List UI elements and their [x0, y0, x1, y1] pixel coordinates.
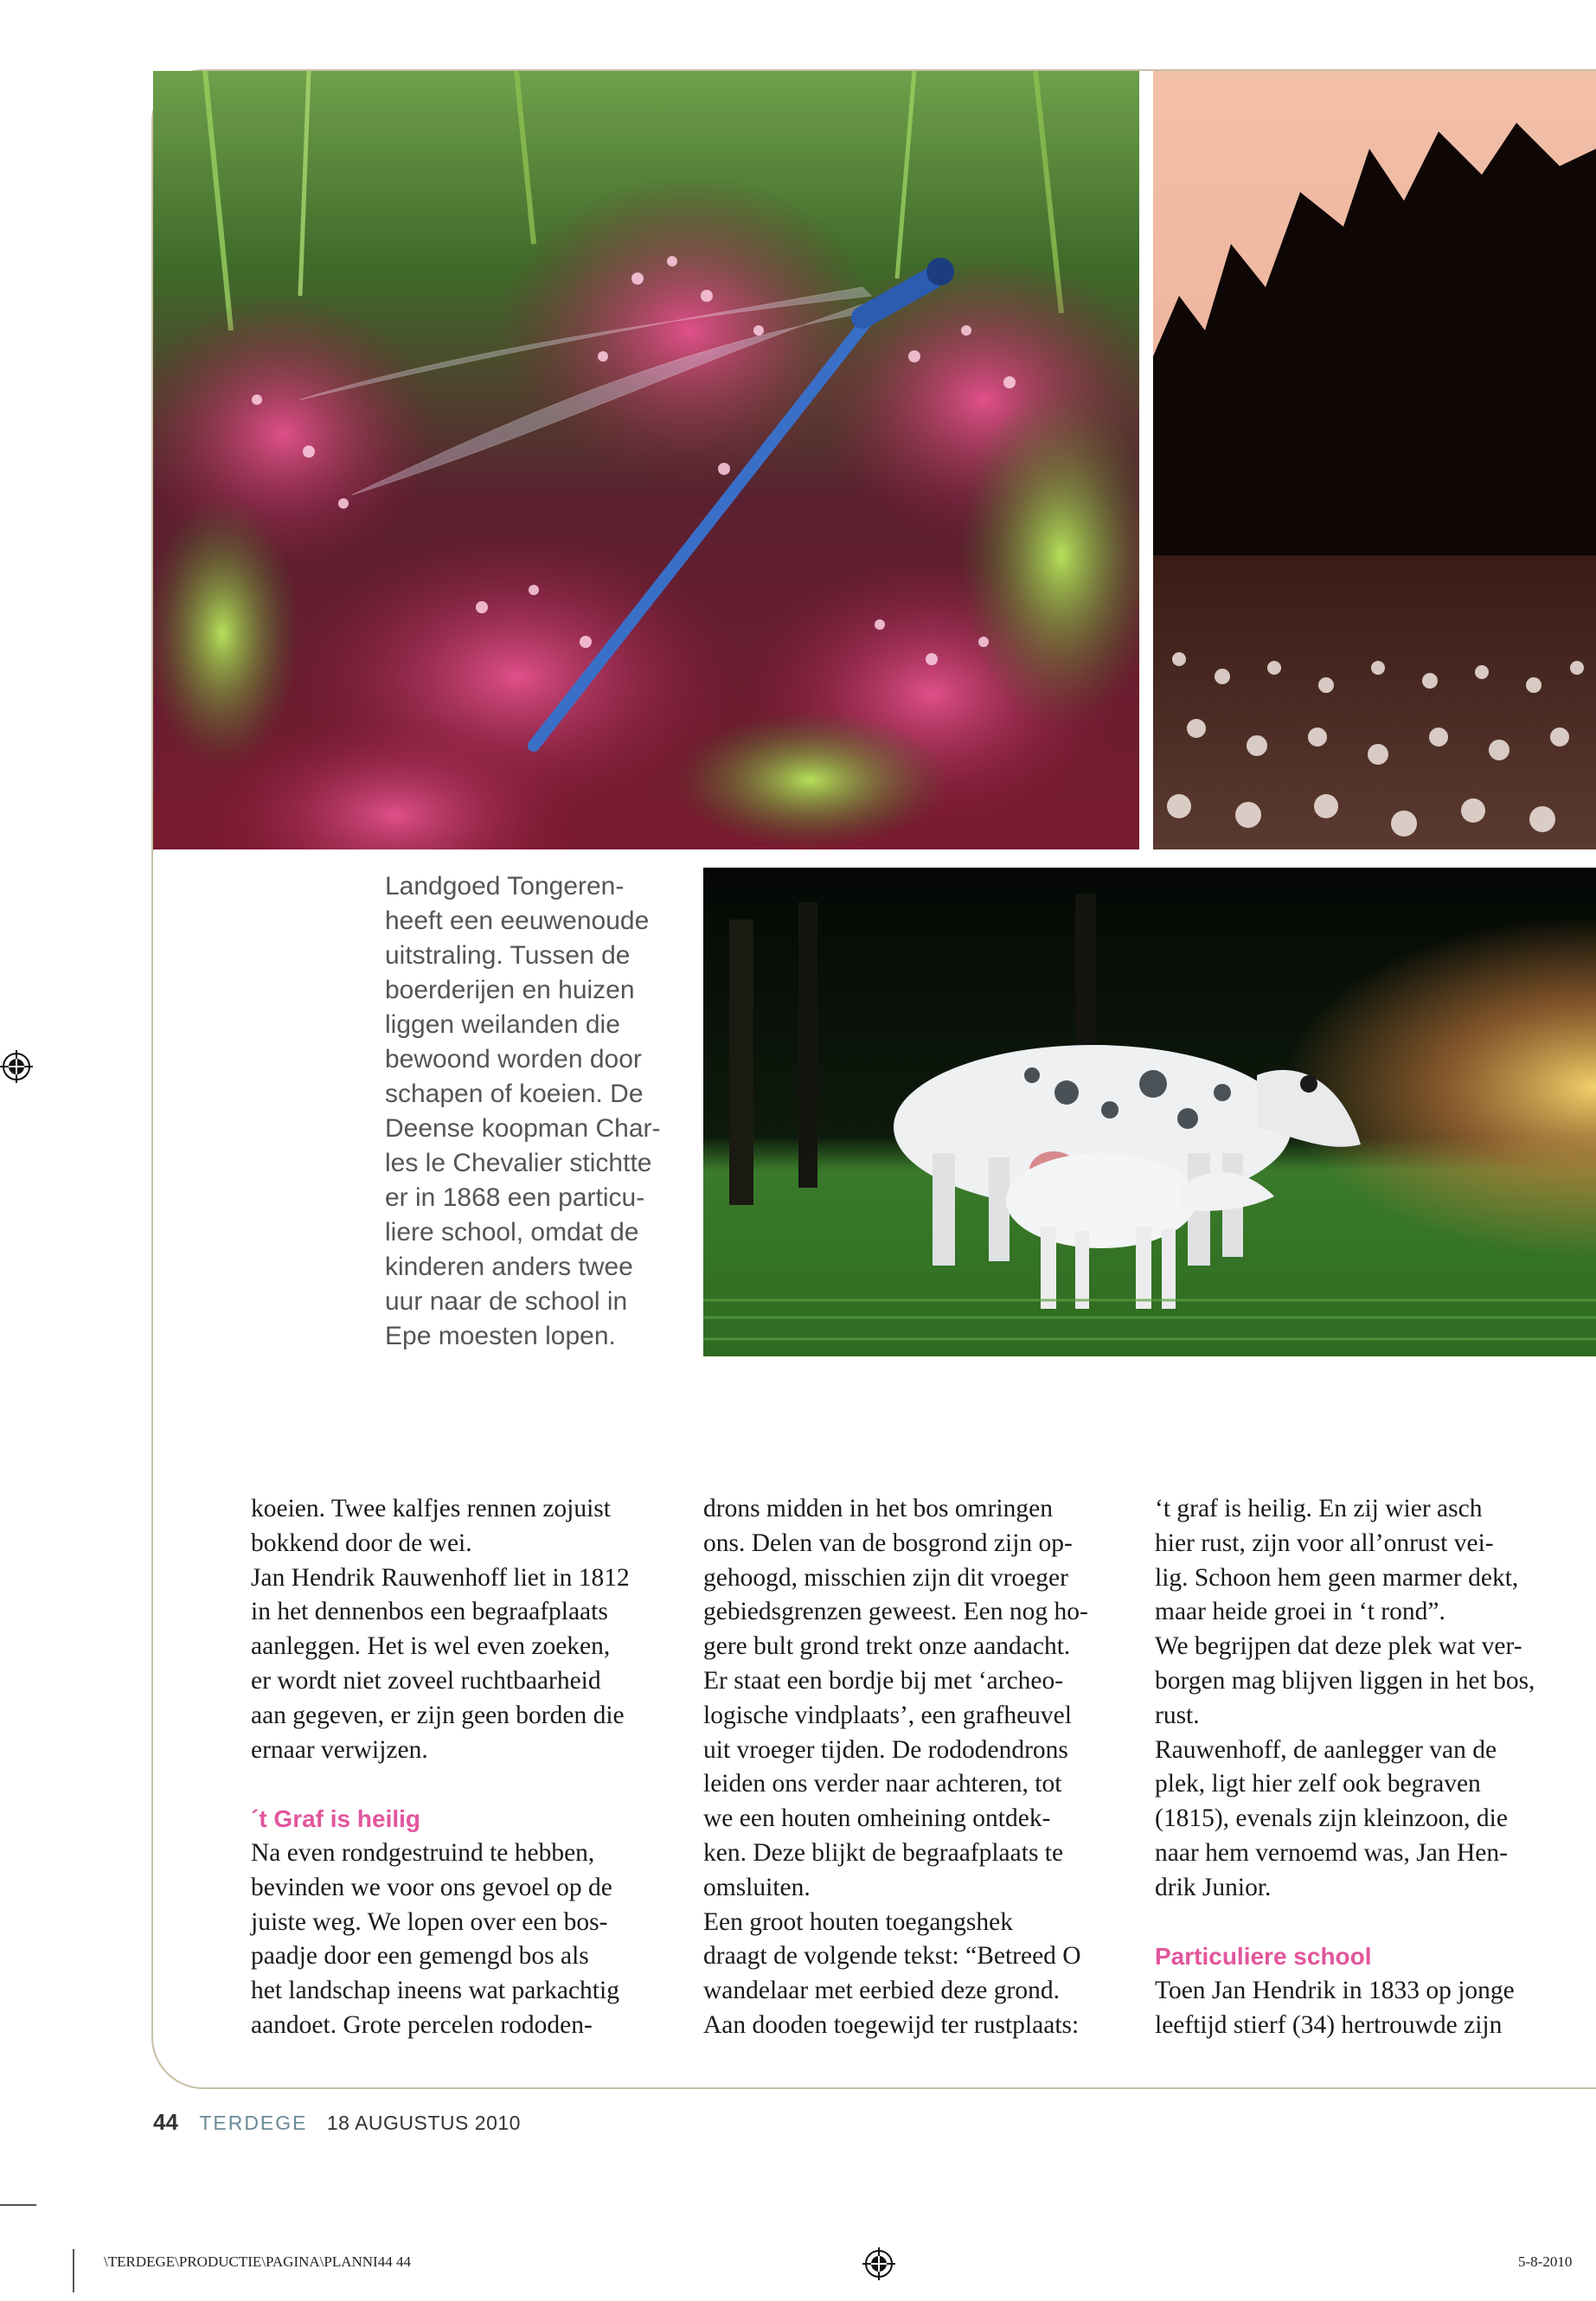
text-line: Na even rondgestruind te hebben,: [251, 1838, 595, 1867]
cottongrass-heath-photo: [1153, 71, 1596, 849]
text-line: aandoet. Grote percelen rododen-: [251, 2010, 593, 2039]
text-line: we een houten omheining ontdek-: [703, 1804, 1051, 1833]
text-line: Een groot houten toegangshek: [703, 1907, 1014, 1936]
dragonfly-sundew-photo: [153, 71, 1139, 849]
text-line: in het dennenbos een begraafplaats: [251, 1598, 608, 1626]
text-line: juiste weg. We lopen over een bos-: [251, 1907, 608, 1936]
text-line: gere bult grond trekt onze aandacht.: [703, 1632, 1071, 1661]
page-number: 44: [153, 2109, 178, 2135]
text-line: wandelaar met eerbied deze grond.: [703, 1977, 1060, 2005]
text-line: borgen mag blijven liggen in het bos,: [1155, 1666, 1535, 1695]
registration-mark-icon: [0, 1050, 33, 1083]
cow-calf-meadow-photo: [703, 868, 1596, 1356]
article-column-1: [251, 1492, 675, 2043]
text-line: leiden ons verder naar achteren, tot: [703, 1770, 1062, 1798]
text-line: aanleggen. Het is wel even zoeken,: [251, 1632, 611, 1661]
text-line: Jan Hendrik Rauwenhoff liet in 1812: [251, 1563, 630, 1592]
paragraph: [703, 1492, 1127, 2043]
page-footer: [153, 2109, 521, 2136]
text-line: gebiedsgrenzen geweest. Een nog ho-: [703, 1598, 1088, 1626]
paragraph: [251, 1836, 675, 2043]
text-line: We begrijpen dat deze plek wat ver-: [1155, 1632, 1522, 1661]
text-line: uit vroeger tijden. De rododendrons: [703, 1735, 1068, 1764]
text-line: bokkend door de wei.: [251, 1529, 472, 1557]
print-slug-path: \TERDEGE\PRODUCTIE\PAGINA\PLANNI44 44: [104, 2253, 411, 2270]
text-line: draagt de volgende tekst: “Betreed O: [703, 1942, 1081, 1971]
text-line: het landschap ineens wat parkachtig: [251, 1977, 619, 2005]
text-line: aan gegeven, er zijn geen borden die: [251, 1701, 625, 1729]
text-line: lig. Schoon hem geen marmer dekt,: [1155, 1563, 1519, 1592]
text-line: naar hem vernoemd was, Jan Hen-: [1155, 1838, 1508, 1867]
text-line: plek, ligt hier zelf ook begraven: [1155, 1770, 1481, 1798]
crop-mark: [73, 2249, 74, 2292]
text-line: Toen Jan Hendrik in 1833 op jonge: [1155, 1977, 1515, 2005]
text-line: er wordt niet zoveel ruchtbaarheid: [251, 1666, 601, 1695]
crop-mark: [0, 2204, 36, 2206]
paragraph-gap: [1155, 1906, 1579, 1940]
paragraph: [251, 1492, 675, 1767]
section-heading-graf: ´t Graf is heilig: [251, 1805, 421, 1833]
issue-date: 18 AUGUSTUS 2010: [326, 2112, 521, 2134]
registration-mark-icon: [862, 2247, 895, 2280]
text-line: ken. Deze blijkt de begraafplaats te: [703, 1838, 1064, 1867]
magazine-name: TERDEGE: [199, 2112, 308, 2134]
text-line: maar heide groei in ‘t rond”.: [1155, 1598, 1445, 1626]
text-line: bevinden we voor ons gevoel op de: [251, 1873, 612, 1901]
paragraph: [1155, 1492, 1579, 1906]
print-slug-date: 5-8-2010: [1518, 2253, 1573, 2270]
text-line: ‘t graf is heilig. En zij wier asch: [1155, 1495, 1483, 1522]
text-line: rust.: [1155, 1701, 1200, 1729]
text-line: paadje door een gemengd bos als: [251, 1942, 589, 1971]
text-line: koeien. Twee kalfjes rennen zojuist: [251, 1495, 611, 1522]
text-line: drik Junior.: [1155, 1873, 1272, 1901]
text-line: drons midden in het bos omringen: [703, 1495, 1053, 1522]
section-heading-particuliere-school: Particuliere school: [1155, 1943, 1372, 1971]
text-line: leeftijd stierf (34) hertrouwde zijn: [1155, 2010, 1503, 2039]
article-column-2: [703, 1492, 1127, 2043]
text-line: Rauwenhoff, de aanlegger van de: [1155, 1735, 1497, 1764]
paragraph: [1155, 1974, 1579, 2043]
text-line: Aan dooden toegewijd ter rustplaats:: [703, 2010, 1080, 2039]
text-line: (1815), evenals zijn kleinzoon, die: [1155, 1804, 1508, 1833]
text-line: omsluiten.: [703, 1873, 811, 1901]
article-column-3: [1155, 1492, 1579, 2043]
text-line: ons. Delen van de bosgrond zijn op-: [703, 1529, 1073, 1557]
text-line: logische vindplaats’, een grafheuvel: [703, 1701, 1072, 1729]
text-line: hier rust, zijn voor all’onrust vei-: [1155, 1529, 1494, 1557]
text-line: Er staat een bordje bij met ‘archeo-: [703, 1666, 1064, 1695]
text-line: gehoogd, misschien zijn dit vroeger: [703, 1563, 1068, 1592]
text-line: ernaar verwijzen.: [251, 1735, 428, 1764]
photo-caption: Landgoed Tongeren- heeft een eeuwenoude uitstraling. Tussen de boerderijen en huizen liggen weilanden die bewoond worden door schapen of koeien. De Deense koopman Char- les le Chevalier stichtte er in 1868 een particu- liere school, omdat de kinderen anders twee uur naar de school in Epe moesten lopen.: [385, 872, 661, 1350]
paragraph-gap: [251, 1767, 675, 1802]
